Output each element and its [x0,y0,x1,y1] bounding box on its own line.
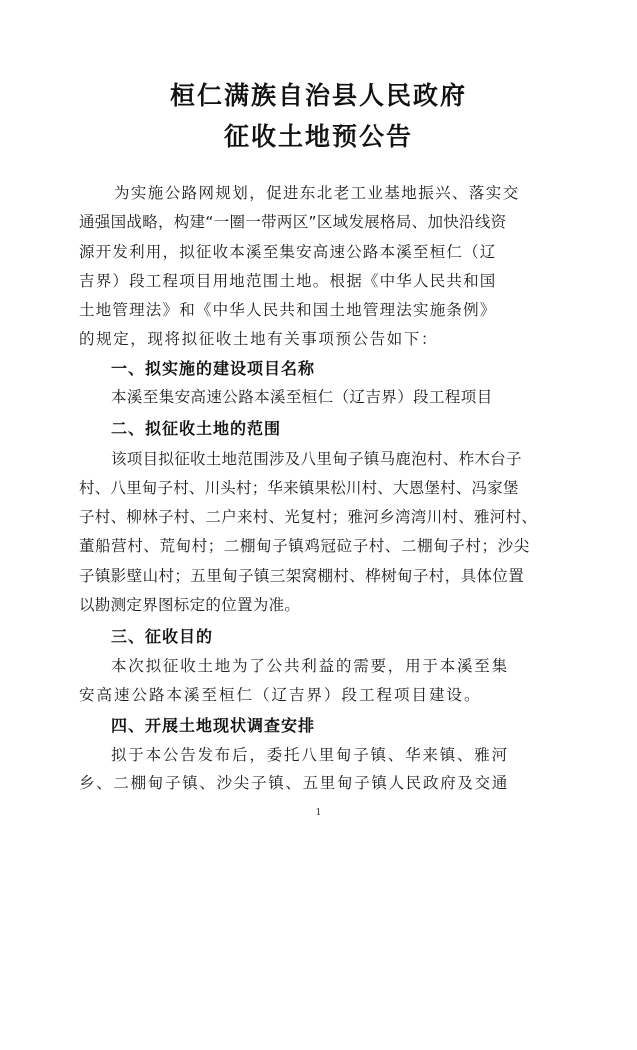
intro-line-6: 的规定，现将拟征收土地有关事项预公告如下： [79,330,439,348]
document-title-line2: 征收土地预公告 [223,122,413,151]
section-2-line-1: 该项目拟征收土地范围涉及八里甸子镇马鹿泡村、柞木台子 [111,450,522,468]
intro-line-3: 源开发利用，拟征收本溪至集安高速公路本溪至桓仁（辽 [79,243,497,261]
section-1-line-1: 本溪至集安高速公路本溪至桓仁（辽吉界）段工程项目 [111,388,493,406]
section-2-line-5: 子镇影壁山村；五里甸子镇三架窝棚村、桦树甸子村，具体位置 [79,567,525,585]
intro-line-4: 吉界）段工程项目用地范围土地。根据《中华人民共和国 [79,272,497,290]
section-3-heading: 三、征收目的 [111,627,214,646]
section-4-heading: 四、开展土地现状调查安排 [111,716,316,735]
intro-line-2: 通强国战略，构建“一圈一带两区”区域发展格局、加快沿线资 [79,213,507,231]
section-2-line-3: 子村、柳林子村、二户来村、光复村；雅河乡湾湾川村、雅河村、 [79,508,538,526]
section-2-heading: 二、拟征收土地的范围 [111,419,282,438]
section-1-heading: 一、拟实施的建设项目名称 [111,359,316,378]
section-2-line-4: 董船营村、荒甸村；二棚甸子镇鸡冠砬子村、二棚甸子村；沙尖 [79,537,530,555]
document-title-line1: 桓仁满族自治县人民政府 [169,81,467,110]
intro-line-5: 土地管理法》和《中华人民共和国土地管理法实施条例》 [79,301,497,319]
intro-line-1: 为实施公路网规划，促进东北老工业基地振兴、落实交 [114,184,520,202]
section-2-line-6: 以勘测定界图标定的位置为准。 [79,596,301,614]
section-4-line-2: 乡、二棚甸子镇、沙尖子镇、五里甸子镇人民政府及交通 [79,774,510,792]
section-3-line-1: 本次拟征收土地为了公共利益的需要，用于本溪至集 [111,657,509,675]
page-number: 1 [315,808,322,818]
section-2-line-2: 村、八里甸子村、川头村；华来镇果松川村、大恩堡村、冯家堡 [79,479,519,497]
section-3-line-2: 安高速公路本溪至桓仁（辽吉界）段工程项目建设。 [79,686,482,704]
section-4-line-1: 拟于本公告发布后，委托八里甸子镇、华来镇、雅河 [111,746,509,764]
